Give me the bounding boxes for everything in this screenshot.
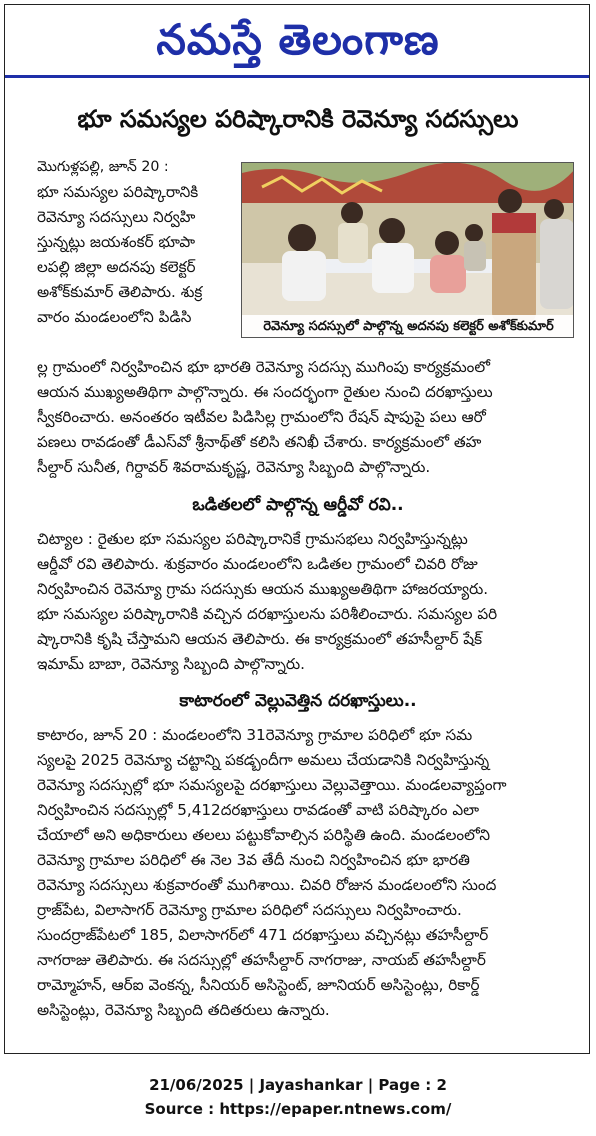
story2-line: భూ సమస్యల పరిష్కారానికి వచ్చిన దరఖాస్తులను పరిశీలించారు. సమస్యల పరి bbox=[37, 605, 498, 623]
story3-line: రెవెన్యూ సదస్సుల్లో భూ సమస్యలపై దరఖాస్తులు వెల్లువెత్తాయి. మండలవ్యాప్తంగా bbox=[37, 776, 507, 794]
story2-body bbox=[37, 527, 585, 677]
newspaper-clipping bbox=[4, 4, 590, 1054]
masthead-logo: నమస్తే తెలంగాణ bbox=[156, 15, 440, 64]
story1-body bbox=[37, 355, 585, 480]
photo-illustration bbox=[242, 163, 574, 338]
story2-subheading: ఒడితలలో పాల్గొన్న ఆర్డీవో రవి.. bbox=[192, 495, 404, 515]
story2-line: ఇమామ్ బాబా, రెవెన్యూ సిబ్బంది పాల్గొన్నారు. bbox=[37, 655, 305, 673]
story3-line: చేయాలో అని అధికారులు తలలు పట్టుకోవాల్సిన పరిస్థితి ఉంది. మండలంలోని bbox=[37, 826, 490, 844]
story2-line: నిర్వహించిన రెవెన్యూ గ్రామ సదస్సుకు ఆయన ముఖ్యఅతిథిగా హాజరయ్యారు. bbox=[37, 580, 489, 598]
story2-line: ష్కారానికి కృషి చేస్తామని ఆయన తెలిపారు. ఈ కార్యక్రమంలో తహసీల్దార్ షేక్ bbox=[37, 630, 483, 648]
story2-line: ఆర్డీవో రవి తెలిపారు. శుక్రవారం మండలంలోని ఒడితల గ్రామంలో చివరి రోజు bbox=[37, 555, 478, 573]
story3-line: రెవెన్యూ సదస్సులు శుక్రవారంతో ముగిశాయి. చివరి రోజున మండలంలోని సుంద bbox=[37, 876, 497, 894]
story1-left-line: రెవెన్యూ సదస్సులు నిర్వహి bbox=[37, 208, 196, 226]
story1-left-line: భూ సమస్యల పరిష్కారానికి bbox=[37, 183, 199, 201]
story1-left-column bbox=[37, 155, 237, 330]
footer-source: Source : https://epaper.ntnews.com/ bbox=[144, 1100, 452, 1118]
story3-line: స్యలపై 2025 రెవెన్యూ చట్టాన్ని పకడ్బందీగా అమలు చేయడానికి నిర్వహిస్తున్న bbox=[37, 751, 490, 769]
story3-line: నాగరాజు తెలిపారు. ఈ సదస్సుల్లో తహసీల్దార్ నాగరాజు, నాయబ్ తహసీల్దార్ bbox=[37, 951, 486, 969]
story3-line: కాటారం, జూన్ 20 : మండలంలోని 31రెవెన్యూ గ్రామాల పరిధిలో భూ సమ bbox=[37, 726, 473, 744]
story3-subheading: కాటారంలో వెల్లువెత్తిన దరఖాస్తులు.. bbox=[179, 691, 417, 711]
story1-line: ఆయన ముఖ్యఅతిథిగా పాల్గొన్నారు. ఈ సందర్భంగా రైతుల నుంచి దరఖాస్తులు bbox=[37, 383, 493, 401]
footer-date-edition: 21/06/2025 | Jayashankar | Page : 2 bbox=[149, 1076, 447, 1094]
story3-line: నిర్వహించిన సదస్సుల్లో 5,412దరఖాస్తులు రావడంతో వాటి పరిష్కారం ఎలా bbox=[37, 801, 480, 819]
photo-caption: రెవెన్యూ సదస్సులో పాల్గొన్న అదనపు కలెక్టర్ అశోక్‌కుమార్ bbox=[242, 315, 574, 338]
story2-line: చిట్యాల : రైతుల భూ సమస్యల పరిష్కారానికే గ్రామసభలు నిర్వహిస్తున్నట్లు bbox=[37, 530, 468, 548]
news-photo bbox=[241, 162, 574, 338]
story3-line: ర్రాజ్‌పేట, విలాసాగర్ రెవెన్యూ గ్రామాల పరిధిలో సదస్సులు నిర్వహించారు. bbox=[37, 901, 462, 919]
story1-line: ల్ల గ్రామంలో నిర్వహించిన భూ భారతి రెవెన్యూ సదస్సు ముగింపు కార్యక్రమంలో bbox=[37, 358, 490, 376]
story1-left-line: మొగుళ్లపల్లి, జూన్ 20 : bbox=[37, 159, 169, 175]
story1-left-line: వారం మండలంలోని పిడిసి bbox=[37, 308, 192, 326]
story3-body bbox=[37, 723, 585, 1023]
story1-line: పణలు రావడంతో డీఎస్‌వో శ్రీనాథ్‌తో కలిసి తనిఖీ చేశారు. కార్యక్రమంలో తహ bbox=[37, 433, 482, 451]
story3-line: రెవెన్యూ గ్రామాల పరిధిలో ఈ నెల 3వ తేదీ నుంచి నిర్వహించిన భూ భారతి bbox=[37, 851, 470, 869]
masthead-divider bbox=[5, 75, 589, 78]
story1-left-line: అశోక్‌కుమార్ తెలిపారు. శుక్ర bbox=[37, 283, 203, 301]
story3-line: అసిస్టెంట్లు, రెవెన్యూ సిబ్బంది తదితరులు ఉన్నారు. bbox=[37, 1001, 330, 1019]
story1-left-line: లపల్లి జిల్లా అదనపు కలెక్టర్ bbox=[37, 258, 196, 276]
article-headline: భూ సమస్యల పరిష్కారానికి రెవెన్యూ సదస్సులు bbox=[77, 105, 519, 133]
story3-line: రామ్మోహన్, ఆర్‌ఐ వెంకన్న, సీనియర్ అసిస్టెంట్, జూనియర్ అసిస్టెంట్లు, రికార్డ్ bbox=[37, 976, 480, 994]
story1-line: సీల్దార్ సునీత, గిర్దావర్ శివరామకృష్ణ, రెవెన్యూ సిబ్బంది పాల్గొన్నారు. bbox=[37, 458, 431, 476]
story1-line: స్వీకరించారు. అనంతరం ఇటీవల పిడిసిల్ల గ్రామంలోని రేషన్ షాపుపై పలు ఆరో bbox=[37, 408, 486, 426]
story1-left-line: స్తున్నట్లు జయశంకర్ భూపా bbox=[37, 233, 196, 251]
story3-line: సుందర్రాజ్‌పేటలో 185, విలాసాగర్‌లో 471 దరఖాస్తులు వచ్చినట్లు తహసీల్దార్ bbox=[37, 926, 489, 944]
